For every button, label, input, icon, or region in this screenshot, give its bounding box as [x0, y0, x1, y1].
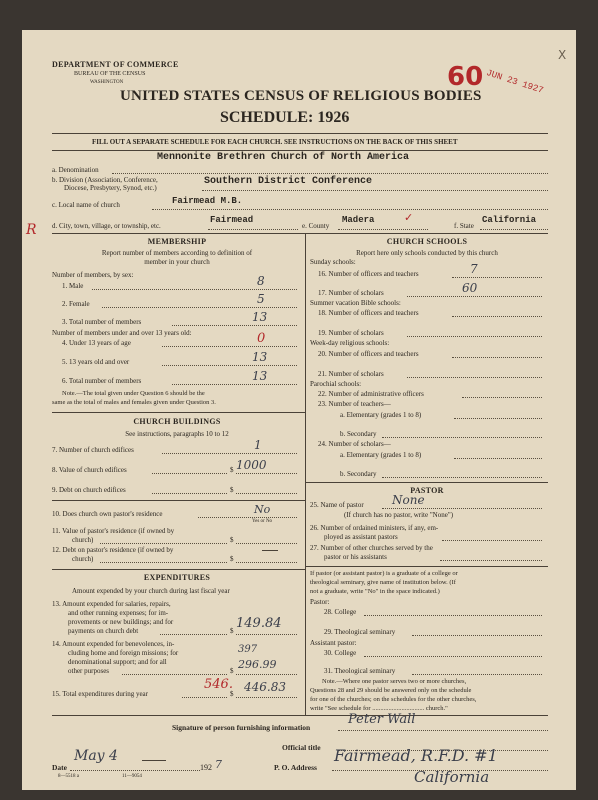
expenditures-sub: Amount expended by your church during last fiscal year — [72, 587, 230, 595]
q3-label: 3. Total number of members — [62, 318, 142, 326]
county-value: Madera — [342, 215, 375, 225]
q6-value: 13 — [252, 369, 268, 383]
q15-label: 15. Total expenditures during year — [52, 690, 148, 698]
q9-dollar-sign: $ — [230, 486, 234, 494]
signature-label: Signature of person furnishing information — [172, 723, 311, 732]
denomination-label: a. Denomination — [52, 166, 99, 174]
division-value: Southern District Conference — [204, 176, 373, 187]
received-date-stamp: JUN 23 1927 — [484, 68, 545, 96]
yes-no-hint: Yes or No — [252, 519, 273, 524]
sunday-schools-label: Sunday schools: — [310, 258, 356, 266]
q11-label-2: church) — [72, 536, 94, 544]
q13-label-c: provements or new buildings; and for — [68, 618, 174, 626]
buildings-sub: See instructions, paragraphs 10 to 12 — [125, 430, 229, 438]
q23-label: 23. Number of teachers— — [318, 400, 391, 408]
q13-value: 149.84 — [236, 616, 282, 631]
q15-value: 446.83 — [244, 680, 286, 694]
local-name-value: Fairmead M.B. — [172, 196, 243, 206]
q7-value: 1 — [254, 438, 262, 452]
pastor-heading: PASTOR — [410, 486, 444, 495]
state-value: California — [482, 215, 537, 225]
parochial-schools-label: Parochial schools: — [310, 380, 362, 388]
margin-mark: R — [26, 222, 37, 238]
year-value: 7 — [215, 758, 222, 771]
q9-label: 9. Debt on church edifices — [52, 486, 126, 494]
q11-label: 11. Value of pastor's residence (if owned by — [52, 527, 175, 535]
membership-sub1: Report number of members according to definition of — [101, 249, 253, 257]
q23b-label: b. Secondary — [340, 430, 377, 438]
q22-label: 22. Number of administrative officers — [318, 390, 424, 398]
q5-value: 13 — [252, 350, 268, 364]
membership-sub2: member in your church — [144, 258, 210, 266]
q24b-label: b. Secondary — [340, 470, 377, 478]
q14-label-a: 14. Amount expended for benevolences, in- — [52, 640, 175, 648]
q17-value: 60 — [462, 281, 478, 295]
q1-value: 8 — [257, 274, 265, 288]
membership-note-2: same as the total of males and females given under Question 3. — [52, 399, 216, 406]
bureau-label: BUREAU OF THE CENSUS — [74, 71, 146, 77]
college-note-2: theological seminary, give name of institution below. (If — [310, 579, 456, 586]
q11-dollar-sign: $ — [230, 536, 234, 544]
q15-red-annotation: 546. — [204, 677, 233, 692]
schools-sub: Report here only schools conducted by this church — [356, 249, 498, 257]
q7-label: 7. Number of church edifices — [52, 446, 134, 454]
signature-value: Peter Wall — [348, 712, 416, 727]
stamp-number: 60 — [447, 62, 484, 92]
q27-label-b: pastor or his assistants — [324, 553, 387, 561]
q14-dollar-sign: $ — [230, 667, 234, 675]
q14-value-2: 296.99 — [238, 658, 277, 671]
q4-label: 4. Under 13 years of age — [62, 339, 131, 347]
q14-label-b: cluding home and foreign missions; for — [68, 649, 179, 657]
fill-out-instruction: FILL OUT A SEPARATE SCHEDULE FOR EACH CHURCH. SEE INSTRUCTIONS ON THE BACK OF THIS SHEET — [92, 138, 458, 146]
q1-label: 1. Male — [62, 282, 84, 290]
pastor-note-c: for one of the churches; on the schedules for the other churches, — [310, 696, 477, 703]
pastor-sublabel: Pastor: — [310, 598, 330, 606]
q23a-label: a. Elementary (grades 1 to 8) — [340, 411, 422, 419]
pastor-name-value: None — [392, 493, 425, 507]
college-note-3: not a graduate, write "No" in the space indicated.) — [310, 588, 440, 595]
q13-dollar-sign: $ — [230, 627, 234, 635]
q8-dollar-sign: $ — [230, 466, 234, 474]
weekday-schools-label: Week-day religious schools: — [310, 339, 390, 347]
local-name-label: c. Local name of church — [52, 201, 120, 209]
q13-label-a: 13. Amount expended for salaries, repairs, — [52, 600, 171, 608]
document-title: UNITED STATES CENSUS OF RELIGIOUS BODIES — [120, 88, 482, 104]
pastor-note-a: Note.—Where one pastor serves two or more churches, — [322, 678, 467, 685]
under-over-label: Number of members under and over 13 years old: — [52, 329, 192, 337]
q13-label-b: and other running expenses; for im- — [68, 609, 169, 617]
q3-value: 13 — [252, 310, 268, 324]
po-address-value-2: California — [414, 768, 490, 786]
q24a-label: a. Elementary (grades 1 to 8) — [340, 451, 422, 459]
q13-label-d: payments on church debt — [68, 627, 139, 635]
q31-label: 31. Theological seminary — [324, 667, 396, 675]
membership-note-1: Note.—The total given under Question 6 should be the — [62, 390, 205, 397]
pastor-note-d: write "See schedule for ................................ church." — [310, 705, 448, 712]
city-field-label: d. City, town, village, or township, etc. — [52, 222, 161, 230]
q16-label: 16. Number of officers and teachers — [318, 270, 419, 278]
q26-label-b: ployed as assistant pastors — [324, 533, 398, 541]
q25-note: (If church has no pastor, write "None") — [344, 511, 454, 519]
q8-value: 1000 — [236, 458, 267, 472]
q5-label: 5. 13 years old and over — [62, 358, 130, 366]
county-label: e. County — [302, 222, 330, 230]
q14-label-c: denominational support; and for all — [68, 658, 167, 666]
buildings-heading: CHURCH BUILDINGS — [133, 417, 221, 426]
state-label: f. State — [454, 222, 474, 230]
q20-label: 20. Number of officers and teachers — [318, 350, 419, 358]
form-number: 8—5518 a — [58, 774, 79, 779]
form-number-2: 11—9054 — [122, 774, 142, 779]
official-title-label: Official title — [282, 743, 321, 752]
members-by-sex-label: Number of members, by sex: — [52, 271, 134, 279]
division-label: b. Division (Association, Conference, — [52, 176, 158, 184]
q10-label: 10. Does church own pastor's residence — [52, 510, 163, 518]
corner-mark: X — [558, 48, 567, 62]
q2-value: 5 — [257, 292, 265, 306]
summer-schools-label: Summer vacation Bible schools: — [310, 299, 401, 307]
q21-label: 21. Number of scholars — [318, 370, 384, 378]
po-address-label: P. O. Address — [274, 763, 317, 772]
q19-label: 19. Number of scholars — [318, 329, 384, 337]
city-label: WASHINGTON — [90, 80, 124, 85]
membership-heading: MEMBERSHIP — [147, 237, 207, 246]
city-value: Fairmead — [210, 215, 254, 225]
pastor-note-b: Questions 28 and 29 should be answered only on the schedule — [310, 687, 472, 694]
q6-label: 6. Total number of members — [62, 377, 142, 385]
q17-label: 17. Number of scholars — [318, 289, 384, 297]
expenditures-heading: EXPENDITURES — [143, 573, 211, 582]
q8-label: 8. Value of church edifices — [52, 466, 127, 474]
schedule-title: SCHEDULE: 1926 — [220, 109, 350, 126]
denomination-value: Mennonite Brethren Church of North America — [157, 152, 410, 163]
q18-label: 18. Number of officers and teachers — [318, 309, 419, 317]
division-label-2: Diocese, Presbytery, Synod, etc.) — [64, 184, 157, 192]
q12-dollar-sign: $ — [230, 555, 234, 563]
q24-label: 24. Number of scholars— — [318, 440, 391, 448]
q14-value-1: 397 — [238, 644, 258, 655]
year-prefix: 192 — [200, 763, 212, 772]
census-schedule-document — [22, 30, 576, 790]
q27-label-a: 27. Number of other churches served by the — [310, 544, 433, 552]
q10-value: No — [254, 503, 271, 516]
q2-label: 2. Female — [62, 300, 90, 308]
q29-label: 29. Theological seminary — [324, 628, 396, 636]
q28-label: 28. College — [324, 608, 357, 616]
q4-value: 0 — [257, 331, 266, 346]
department-label: DEPARTMENT OF COMMERCE — [52, 60, 179, 69]
q15-dollar-sign: $ — [230, 690, 234, 698]
q12-label: 12. Debt on pastor's residence (if owned by — [52, 546, 174, 554]
schools-heading: CHURCH SCHOOLS — [386, 237, 468, 246]
assistant-pastor-sublabel: Assistant pastor: — [310, 639, 357, 647]
date-value: May 4 — [74, 748, 118, 764]
po-address-value: Fairmead, R.F.D. #1 — [334, 746, 498, 765]
q12-label-2: church) — [72, 555, 94, 563]
q14-label-d: other purposes — [68, 667, 110, 675]
q26-label-a: 26. Number of ordained ministers, if any, em- — [310, 524, 439, 532]
county-check-mark: ✓ — [404, 211, 414, 224]
q16-value: 7 — [470, 262, 478, 276]
q25-label: 25. Name of pastor — [310, 501, 364, 509]
college-note-1: If pastor (or assistant pastor) is a graduate of a college or — [310, 570, 458, 577]
date-label: Date — [52, 763, 67, 772]
q30-label: 30. College — [324, 649, 357, 657]
